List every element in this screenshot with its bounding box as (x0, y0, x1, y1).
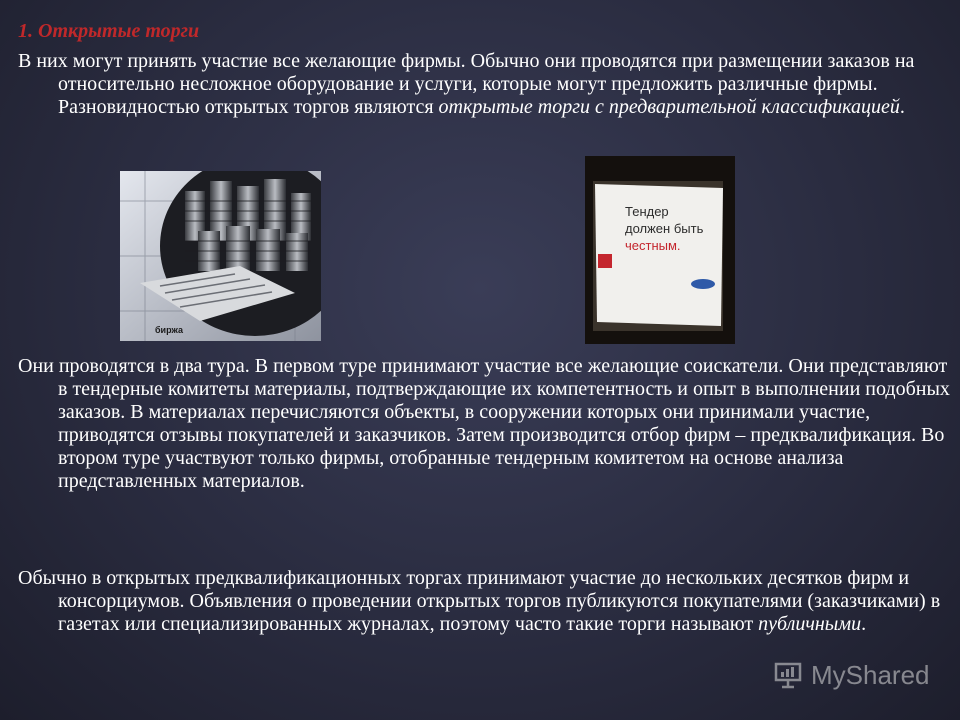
italic-term: открытые торги с предварительной классификацией (438, 96, 900, 118)
paragraph-text: В них могут принять участие все желающие фирмы. Обычно они проводятся при размещении заказов на относительно несложное оборудование и услуги, которые могут предложить различные фирмы. Разновидностью открытых торгов являются (18, 50, 915, 118)
coins-newspaper-photo (120, 171, 321, 341)
paragraph-end: . (899, 96, 905, 118)
paragraph-open-tenders (18, 50, 953, 119)
billboard-line-3: честным. (625, 238, 681, 253)
presentation-board-icon (773, 660, 803, 690)
billboard-line-1: Тендер (625, 204, 669, 219)
slide-heading: 1. Открытые торги (18, 20, 200, 42)
paragraph-prequalification (18, 567, 953, 636)
watermark (773, 658, 930, 692)
paragraph-end: . (861, 613, 867, 635)
paragraph-two-rounds: Они проводятся в два тура. В первом туре принимают участие все желающие соискатели. Они представляют в тендерные комитеты материалы, подтверждающие их компетентность и опыт в выполнении подобных заказов. В материалах перечисляются объекты, в сооружении которых они принимали участие, приводятся отзывы покупателей и заказчиков. Затем производится отбор фирм – предквалификация. Во втором туре участвуют только фирмы, отобранные тендерным комитетом на основе анализа представленных материалов. (18, 355, 950, 492)
coins-caption: биржа (155, 325, 183, 335)
billboard-photo (585, 156, 735, 344)
italic-term: публичными (758, 613, 862, 635)
billboard-line-2: должен быть (625, 221, 704, 236)
paragraph-text: Обычно в открытых предквалификационных торгах принимают участие до нескольких десятков фирм и консорциумов. Объявления о проведении открытых торгов публикуются покупателями (заказчиками) в газетах или специализированных журналах, поэтому часто такие торги называют (18, 567, 941, 635)
watermark-text: MyShared (811, 659, 930, 690)
